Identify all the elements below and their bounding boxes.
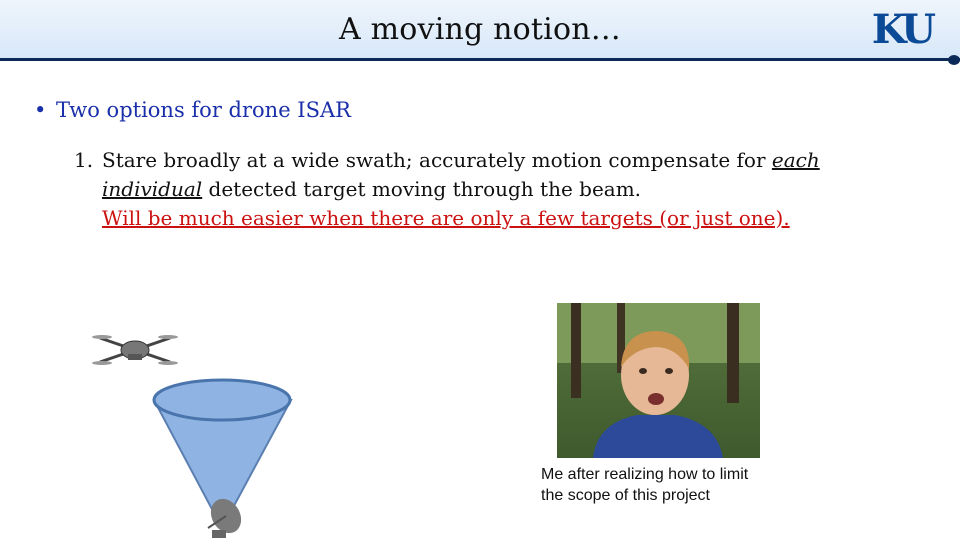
caption-line-2: the scope of this project — [541, 487, 710, 504]
item-number: 1. — [74, 148, 94, 172]
beam-cone-icon — [150, 378, 295, 543]
bullet-dot: • — [34, 98, 47, 122]
numbered-item — [74, 146, 874, 233]
bullet-text: Two options for drone ISAR — [56, 98, 351, 122]
caption-line-1: Me after realizing how to limit — [541, 466, 749, 483]
title-bar — [0, 0, 960, 61]
item-text-2: detected target moving through the beam. — [202, 177, 642, 201]
slide-title: A moving notion… — [339, 12, 621, 47]
bullet-item — [34, 98, 351, 122]
numbered-line-3 — [74, 204, 874, 233]
item-emphasis-individual: individual — [102, 177, 203, 201]
ku-logo: KU — [871, 6, 932, 53]
numbered-line-2 — [74, 175, 874, 204]
numbered-line-1 — [74, 146, 874, 175]
item-text-1: Stare broadly at a wide swath; accurately motion compensate for — [102, 148, 772, 172]
item-highlight-red: Will be much easier when there are only a few targets (or just one). — [102, 206, 790, 230]
item-emphasis-each: each — [771, 148, 820, 172]
drone-icon — [92, 328, 178, 372]
photo-caption — [541, 464, 801, 506]
kid-photo — [557, 303, 760, 458]
